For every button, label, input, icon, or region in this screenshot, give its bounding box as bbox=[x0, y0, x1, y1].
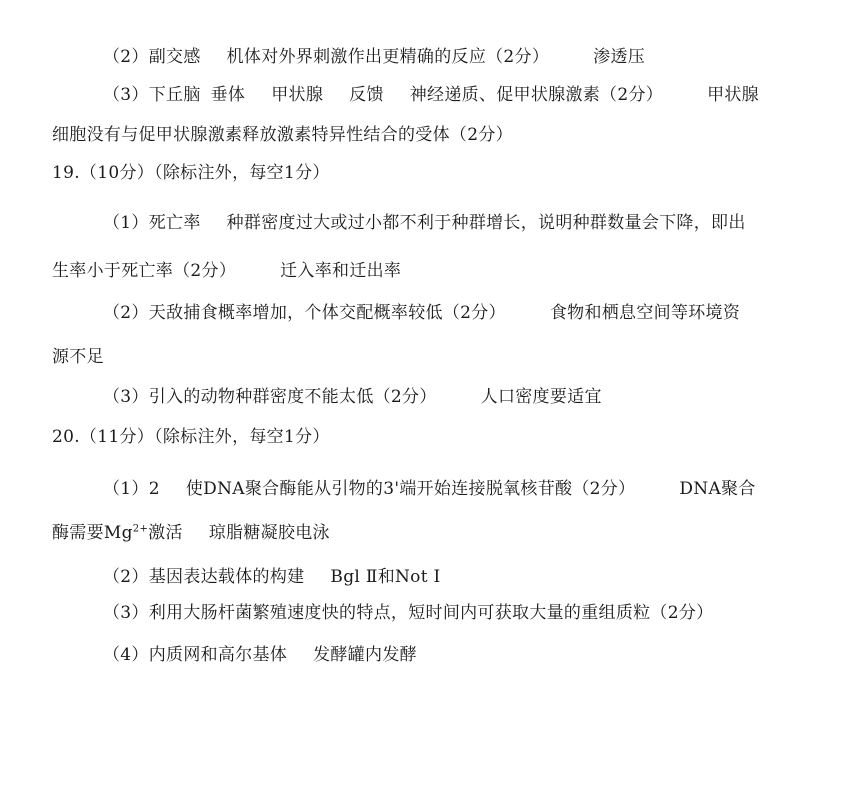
answer-text: 渗透压 bbox=[593, 47, 646, 67]
answer-line-18-2 bbox=[103, 46, 645, 68]
answer-text: 机体对外界刺激作出更精确的反应（2分） bbox=[226, 47, 550, 67]
answer-line-19-1-cont bbox=[52, 260, 401, 282]
question-20-heading bbox=[52, 426, 330, 448]
answer-line-19-3 bbox=[103, 386, 602, 408]
answer-text: 酶需要Mg bbox=[52, 523, 133, 543]
answer-text: （2）副交感 bbox=[103, 47, 201, 67]
answer-text: （3）利用大肠杆菌繁殖速度快的特点，短时间内可获取大量的重组质粒（2分） bbox=[103, 603, 714, 623]
answer-text: 反馈 bbox=[349, 85, 384, 105]
answer-text: 琼脂糖凝胶电泳 bbox=[208, 523, 330, 543]
answer-text: （2）天敌捕食概率增加，个体交配概率较低（2分） bbox=[103, 303, 506, 323]
answer-text: Bgl Ⅱ和Not Ⅰ bbox=[330, 567, 441, 587]
answer-line-18-3 bbox=[103, 84, 759, 106]
answer-text: 食物和栖息空间等环境资 bbox=[549, 303, 741, 323]
answer-line-20-1 bbox=[103, 478, 756, 500]
answer-text: （1）死亡率 bbox=[103, 213, 201, 233]
answer-text: 垂体 bbox=[210, 85, 246, 105]
answer-text: 种群密度过大或过小都不利于种群增长，说明种群数量会下降，即出 bbox=[226, 213, 746, 233]
answer-text: DNA聚合 bbox=[679, 479, 756, 499]
answer-text: （1）2 bbox=[103, 479, 160, 499]
answer-text: 细胞没有与促甲状腺激素释放激素特异性结合的受体（2分） bbox=[52, 125, 513, 145]
question-heading: 19.（10分）（除标注外，每空1分） bbox=[52, 163, 330, 183]
answer-text: 生率小于死亡率（2分） bbox=[52, 261, 237, 281]
answer-text: 人口密度要适宜 bbox=[480, 387, 602, 407]
answer-text: 甲状腺 bbox=[707, 85, 759, 105]
answer-line-20-1-cont bbox=[52, 522, 330, 544]
answer-text: 甲状腺 bbox=[271, 85, 324, 105]
answer-line-20-4 bbox=[103, 644, 417, 666]
question-heading: 20.（11分）（除标注外，每空1分） bbox=[52, 427, 330, 447]
answer-line-19-2 bbox=[103, 302, 740, 324]
question-19-heading bbox=[52, 162, 330, 184]
answer-text: 发酵罐内发酵 bbox=[313, 645, 417, 665]
answer-line-20-3 bbox=[103, 602, 713, 624]
superscript: 2+ bbox=[132, 523, 149, 535]
answer-text: 激活 bbox=[148, 523, 183, 543]
answer-text: 使DNA聚合酶能从引物的3'端开始连接脱氧核苷酸（2分） bbox=[185, 479, 636, 499]
answer-text: 神经递质、促甲状腺激素（2分） bbox=[409, 85, 664, 105]
answer-text: （4）内质网和高尔基体 bbox=[103, 645, 288, 665]
answer-line-19-2-cont bbox=[52, 346, 104, 368]
answer-text: （3）下丘脑 bbox=[103, 85, 201, 105]
answer-line-18-3-cont bbox=[52, 124, 513, 146]
answer-text: （3）引入的动物种群密度不能太低（2分） bbox=[103, 387, 437, 407]
answer-line-20-2 bbox=[103, 566, 441, 588]
answer-text: （2）基因表达载体的构建 bbox=[103, 567, 305, 587]
answer-line-19-1 bbox=[103, 212, 746, 234]
answer-text: 源不足 bbox=[52, 347, 104, 367]
answer-text: 迁入率和迁出率 bbox=[280, 261, 402, 281]
